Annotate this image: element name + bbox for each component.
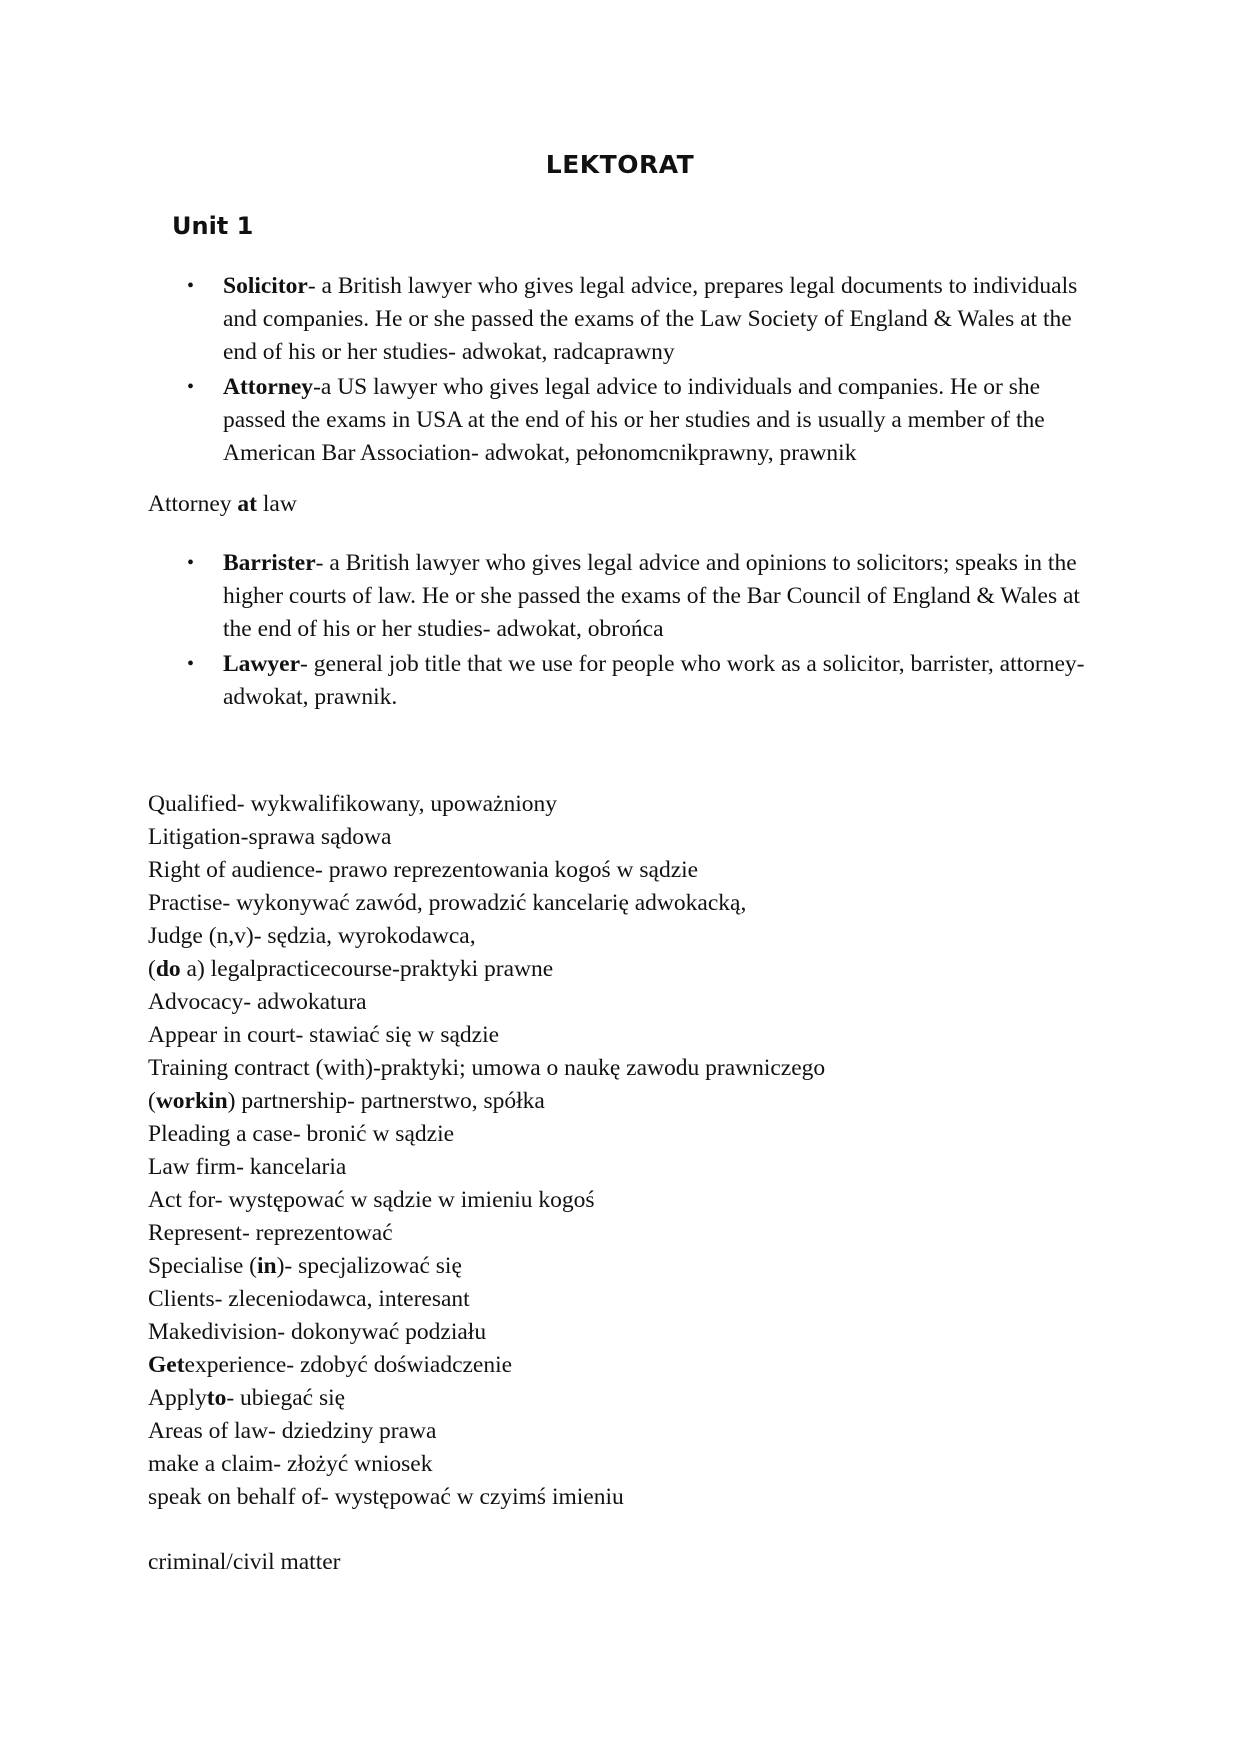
vocabulary-item: Areas of law- dziedziny prawa: [148, 1418, 437, 1444]
page-title: LEKTORAT: [545, 150, 695, 179]
list-item: [0, 371, 1093, 470]
term: Attorney: [223, 374, 314, 400]
vocabulary-item: Qualified- wykwalifikowany, upoważniony: [148, 791, 557, 817]
bullet-icon: •: [187, 552, 195, 574]
vocabulary-item: Represent- reprezentować: [148, 1220, 393, 1246]
term: Barrister: [223, 550, 316, 576]
vocabulary-item: Applyto- ubiegać się: [148, 1385, 346, 1411]
vocabulary-item: Training contract (with)-praktyki; umowa o naukę zawodu prawniczego: [148, 1055, 826, 1081]
vocabulary-item: (do a) legalpracticecourse-praktyki prawne: [148, 956, 554, 982]
last-line: criminal/civil matter: [148, 1549, 341, 1575]
bullet-icon: •: [187, 376, 195, 398]
vocabulary-item: Act for- występować w sądzie w imieniu kogoś: [148, 1187, 595, 1213]
vocabulary-item: Specialise (in)- specjalizować się: [148, 1253, 462, 1279]
vocabulary-item: Right of audience- prawo reprezentowania kogoś w sądzie: [148, 857, 699, 883]
bullet-icon: •: [187, 653, 195, 675]
list-item: [0, 270, 1093, 369]
definition-list-2: [0, 547, 1093, 716]
vocabulary-item: Law firm- kancelaria: [148, 1154, 347, 1180]
vocabulary-item: (workin) partnership- partnerstwo, spółka: [148, 1088, 545, 1114]
definition-text: - a British lawyer who gives legal advice and opinions to solicitors; speaks in the higher courts of law. He or she passed the exams of the Bar Council of England & Wales at the end of his or her studies- adwokat, obrońca: [223, 550, 1080, 642]
definition-text: -a US lawyer who gives legal advice to individuals and companies. He or she passed the exams in USA at the end of his or her studies and is usually a member of the American Bar Association- adwokat, pełonomcnikprawny, prawnik: [223, 374, 1045, 466]
vocabulary-item: Litigation-sprawa sądowa: [148, 824, 392, 850]
bullet-icon: •: [187, 275, 195, 297]
vocabulary-item: Pleading a case- bronić w sądzie: [148, 1121, 455, 1147]
vocabulary-item: speak on behalf of- występować w czyimś imieniu: [148, 1484, 624, 1510]
attorney-at-law-line: Attorney at law: [148, 491, 297, 517]
vocabulary-item: make a claim- złożyć wniosek: [148, 1451, 433, 1477]
vocabulary-item: Appear in court- stawiać się w sądzie: [148, 1022, 500, 1048]
definition-list-1: [0, 270, 1093, 472]
term: Lawyer: [223, 651, 301, 677]
list-item: [0, 547, 1093, 646]
unit-heading: Unit 1: [172, 212, 254, 240]
vocabulary-item: Getexperience- zdobyć doświadczenie: [148, 1352, 513, 1378]
vocabulary-item: Judge (n,v)- sędzia, wyrokodawca,: [148, 923, 476, 949]
vocabulary-item: Makedivision- dokonywać podziału: [148, 1319, 487, 1345]
vocabulary-list: [148, 788, 825, 1514]
definition-text: - general job title that we use for people who work as a solicitor, barrister, attorney- adwokat, prawnik.: [223, 651, 1085, 710]
definition-text: - a British lawyer who gives legal advice, prepares legal documents to individuals and companies. He or she passed the exams of the Law Society of England & Wales at the end of his or her studies- adwokat, radcaprawny: [223, 273, 1078, 365]
term: Solicitor: [223, 273, 308, 299]
vocabulary-item: Advocacy- adwokatura: [148, 989, 367, 1015]
vocabulary-item: Practise- wykonywać zawód, prowadzić kancelarię adwokacką,: [148, 890, 747, 916]
vocabulary-item: Clients- zleceniodawca, interesant: [148, 1286, 470, 1312]
list-item: [0, 648, 1093, 714]
